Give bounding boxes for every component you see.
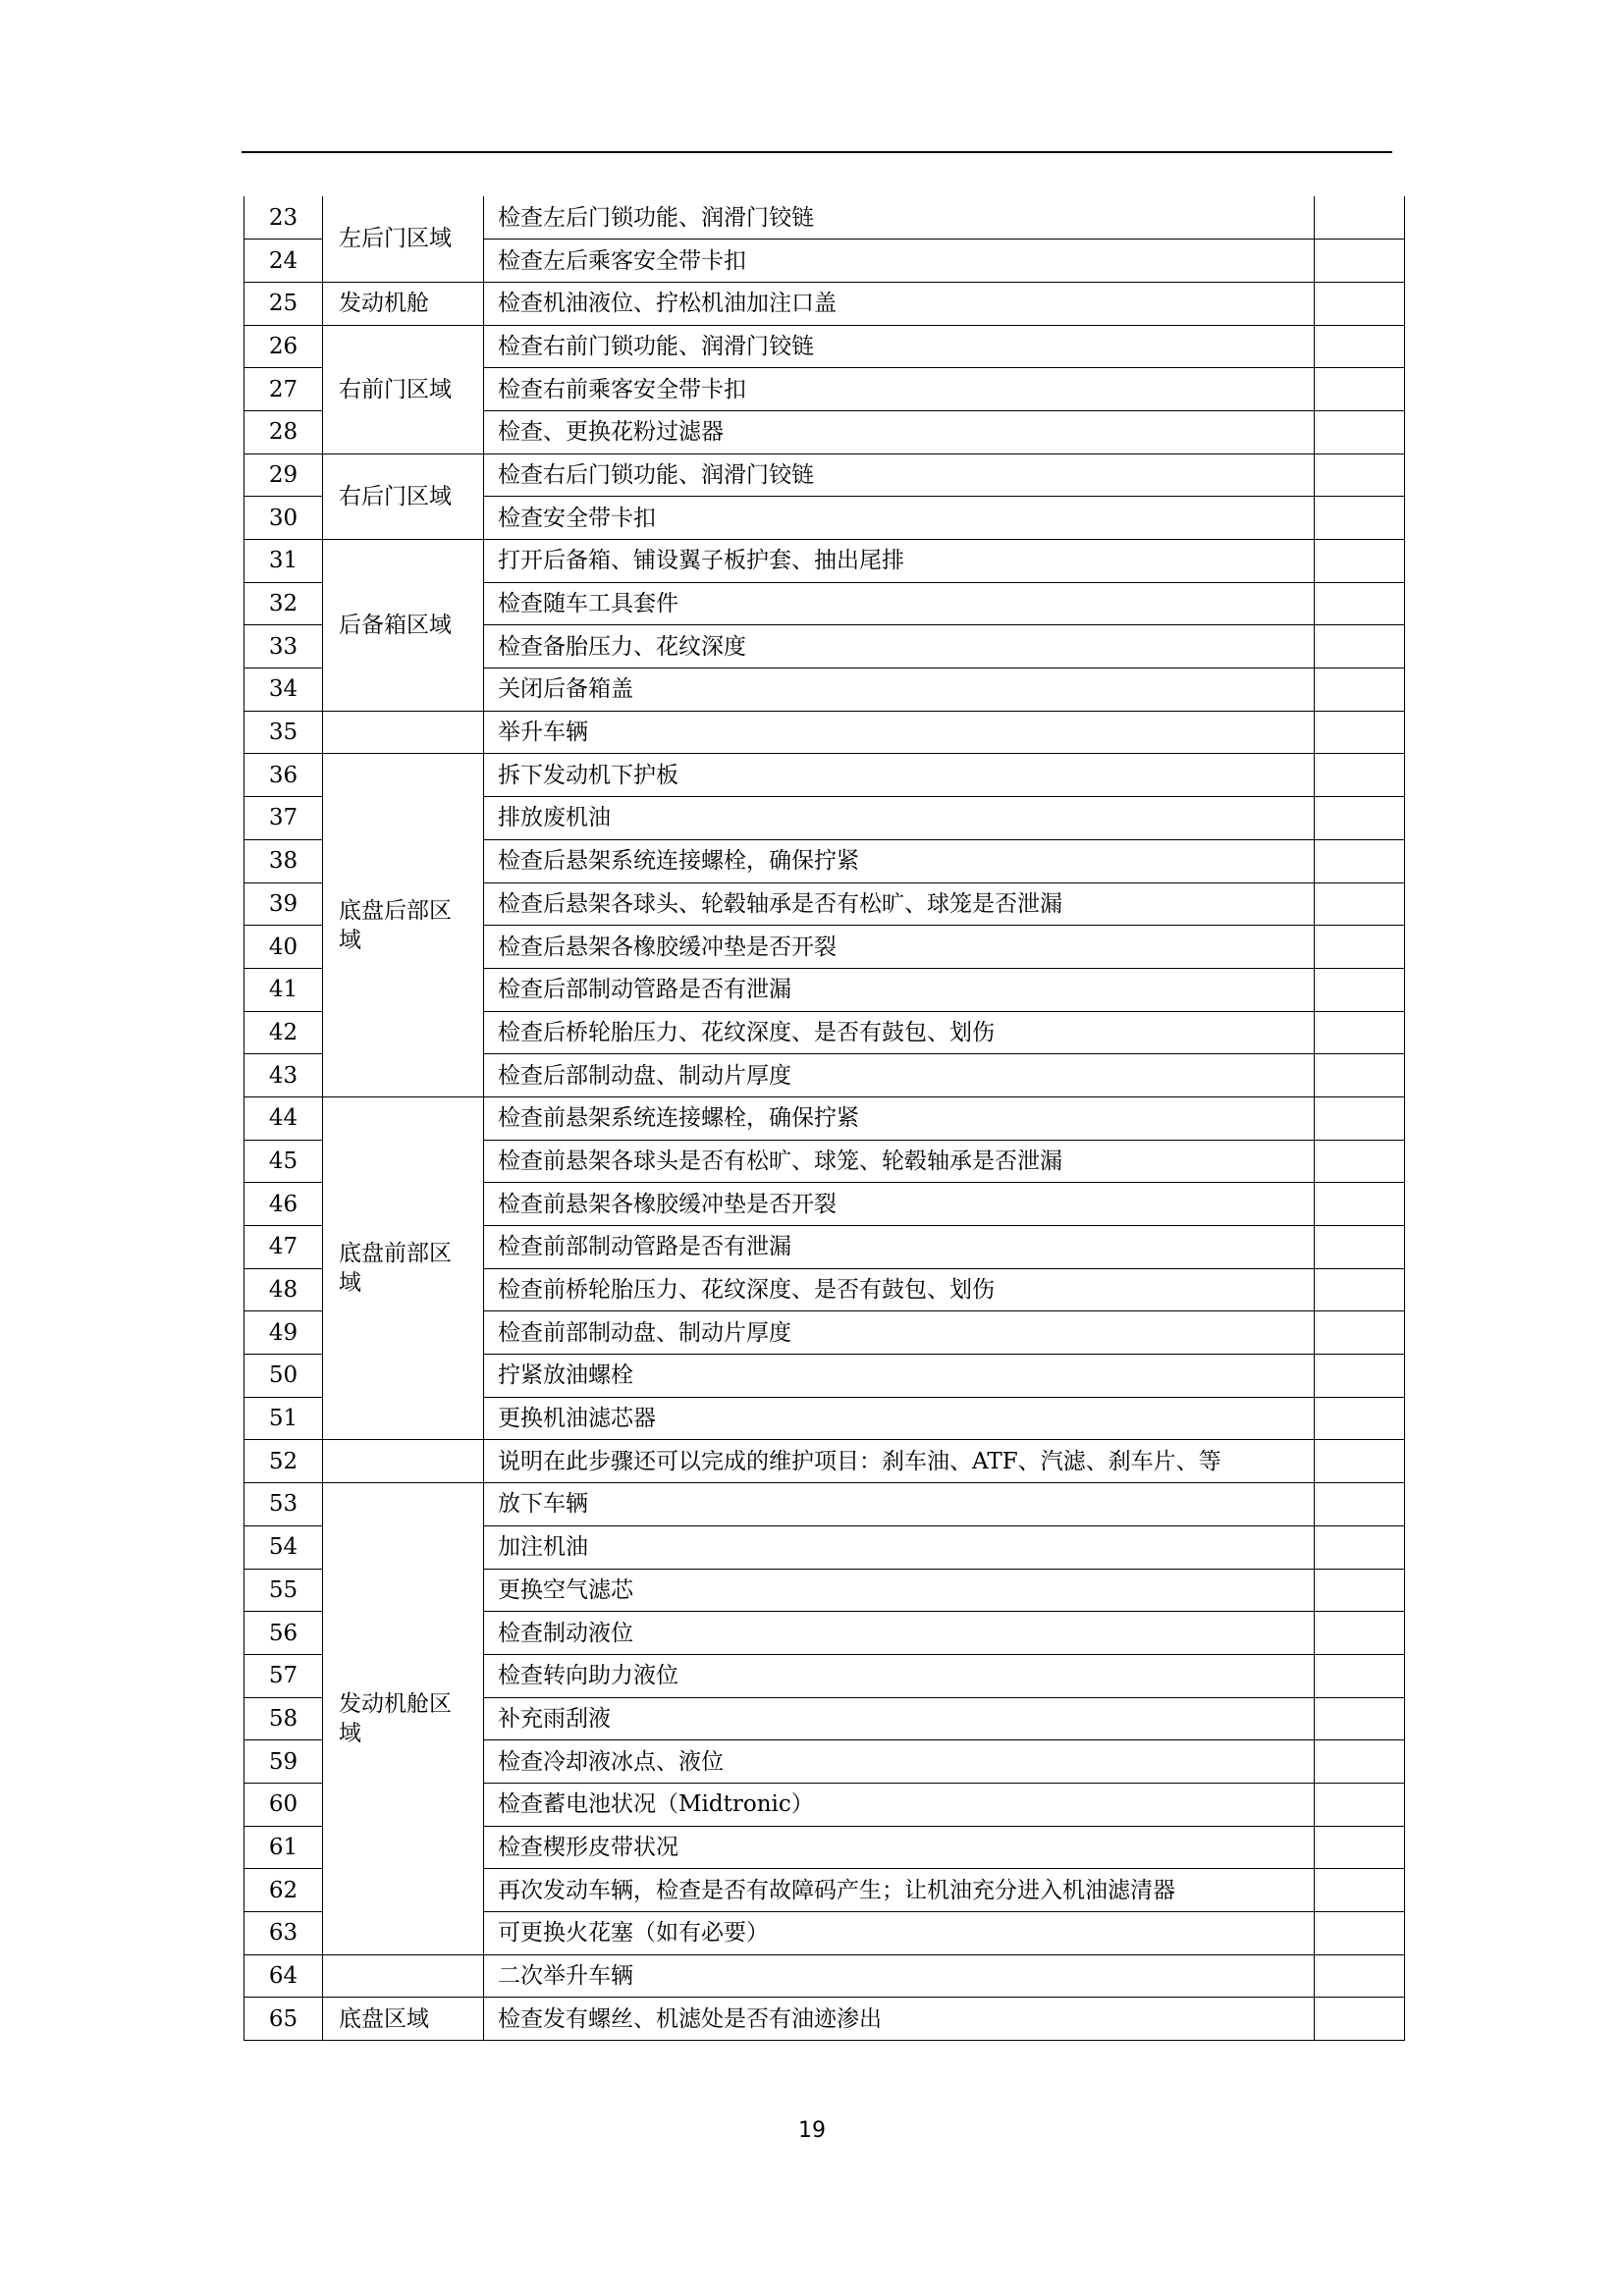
- check-cell: [1315, 1869, 1405, 1912]
- check-cell: [1315, 1525, 1405, 1569]
- task-cell: 加注机油: [484, 1525, 1315, 1569]
- row-number: 48: [244, 1268, 323, 1311]
- row-number: 46: [244, 1183, 323, 1226]
- task-cell: 检查蓄电池状况（Midtronic）: [484, 1783, 1315, 1826]
- check-cell: [1315, 1311, 1405, 1355]
- row-number: 42: [244, 1011, 323, 1054]
- task-cell: 补充雨刮液: [484, 1697, 1315, 1740]
- task-cell: 检查右前乘客安全带卡扣: [484, 368, 1315, 411]
- maintenance-checklist-table: [244, 196, 1405, 2041]
- task-cell: 排放废机油: [484, 797, 1315, 840]
- table-row: [244, 1998, 1405, 2041]
- row-number: 50: [244, 1355, 323, 1398]
- task-cell: 可更换火花塞（如有必要）: [484, 1912, 1315, 1955]
- task-cell: 关闭后备箱盖: [484, 668, 1315, 712]
- check-cell: [1315, 1654, 1405, 1697]
- row-number: 52: [244, 1440, 323, 1483]
- task-cell: 检查前悬架各橡胶缓冲垫是否开裂: [484, 1183, 1315, 1226]
- task-cell: 检查后桥轮胎压力、花纹深度、是否有鼓包、划伤: [484, 1011, 1315, 1054]
- row-number: 57: [244, 1654, 323, 1697]
- row-number: 26: [244, 325, 323, 368]
- row-number: 53: [244, 1483, 323, 1526]
- area-cell: 右后门区域: [323, 454, 484, 539]
- task-cell: 拧紧放油螺栓: [484, 1355, 1315, 1398]
- task-cell: 检查左后乘客安全带卡扣: [484, 240, 1315, 283]
- check-cell: [1315, 797, 1405, 840]
- area-cell: 后备箱区域: [323, 540, 484, 712]
- task-cell: 检查后悬架各球头、轮毂轴承是否有松旷、球笼是否泄漏: [484, 882, 1315, 926]
- task-cell: 检查前部制动管路是否有泄漏: [484, 1226, 1315, 1269]
- area-cell: 发动机舱区域: [323, 1483, 484, 1955]
- page-number: 19: [798, 2118, 826, 2143]
- check-cell: [1315, 754, 1405, 797]
- check-cell: [1315, 1740, 1405, 1784]
- row-number: 64: [244, 1954, 323, 1998]
- area-cell: [323, 1954, 484, 1998]
- check-cell: [1315, 1912, 1405, 1955]
- table-row: [244, 196, 1405, 240]
- task-cell: 更换机油滤芯器: [484, 1397, 1315, 1440]
- check-cell: [1315, 1226, 1405, 1269]
- task-cell: 检查前部制动盘、制动片厚度: [484, 1311, 1315, 1355]
- task-cell: 说明在此步骤还可以完成的维护项目：刹车油、ATF、汽滤、刹车片、等: [484, 1440, 1315, 1483]
- row-number: 40: [244, 926, 323, 969]
- task-cell: 检查后部制动管路是否有泄漏: [484, 968, 1315, 1011]
- row-number: 55: [244, 1569, 323, 1612]
- check-cell: [1315, 1183, 1405, 1226]
- row-number: 34: [244, 668, 323, 712]
- table-row: [244, 1954, 1405, 1998]
- area-cell: 右前门区域: [323, 325, 484, 454]
- check-cell: [1315, 1569, 1405, 1612]
- check-cell: [1315, 1697, 1405, 1740]
- row-number: 27: [244, 368, 323, 411]
- check-cell: [1315, 1054, 1405, 1097]
- task-cell: 检查、更换花粉过滤器: [484, 410, 1315, 454]
- row-number: 44: [244, 1096, 323, 1140]
- task-cell: 放下车辆: [484, 1483, 1315, 1526]
- task-cell: 更换空气滤芯: [484, 1569, 1315, 1612]
- check-cell: [1315, 1954, 1405, 1998]
- check-cell: [1315, 1096, 1405, 1140]
- row-number: 47: [244, 1226, 323, 1269]
- row-number: 51: [244, 1397, 323, 1440]
- table-row: [244, 754, 1405, 797]
- area-cell: 发动机舱: [323, 282, 484, 325]
- check-cell: [1315, 1140, 1405, 1183]
- row-number: 39: [244, 882, 323, 926]
- row-number: 60: [244, 1783, 323, 1826]
- table-row: [244, 454, 1405, 497]
- row-number: 23: [244, 196, 323, 240]
- row-number: 37: [244, 797, 323, 840]
- row-number: 24: [244, 240, 323, 283]
- task-cell: 拆下发动机下护板: [484, 754, 1315, 797]
- check-cell: [1315, 668, 1405, 712]
- task-cell: 检查前悬架各球头是否有松旷、球笼、轮毂轴承是否泄漏: [484, 1140, 1315, 1183]
- row-number: 65: [244, 1998, 323, 2041]
- check-cell: [1315, 1440, 1405, 1483]
- area-cell: 底盘区域: [323, 1998, 484, 2041]
- check-cell: [1315, 1826, 1405, 1869]
- check-cell: [1315, 968, 1405, 1011]
- row-number: 36: [244, 754, 323, 797]
- task-cell: 检查发有螺丝、机滤处是否有油迹渗出: [484, 1998, 1315, 2041]
- task-cell: 检查右后门锁功能、润滑门铰链: [484, 454, 1315, 497]
- row-number: 56: [244, 1612, 323, 1655]
- row-number: 41: [244, 968, 323, 1011]
- row-number: 28: [244, 410, 323, 454]
- check-cell: [1315, 497, 1405, 540]
- task-cell: 检查前桥轮胎压力、花纹深度、是否有鼓包、划伤: [484, 1268, 1315, 1311]
- check-cell: [1315, 1483, 1405, 1526]
- row-number: 49: [244, 1311, 323, 1355]
- row-number: 45: [244, 1140, 323, 1183]
- task-cell: 检查转向助力液位: [484, 1654, 1315, 1697]
- row-number: 29: [244, 454, 323, 497]
- check-cell: [1315, 1612, 1405, 1655]
- table-row: [244, 1096, 1405, 1140]
- row-number: 54: [244, 1525, 323, 1569]
- table-row: [244, 1440, 1405, 1483]
- row-number: 35: [244, 711, 323, 754]
- row-number: 62: [244, 1869, 323, 1912]
- task-cell: 检查后悬架系统连接螺栓，确保拧紧: [484, 839, 1315, 882]
- task-cell: 检查左后门锁功能、润滑门铰链: [484, 196, 1315, 240]
- row-number: 59: [244, 1740, 323, 1784]
- check-cell: [1315, 240, 1405, 283]
- task-cell: 打开后备箱、铺设翼子板护套、抽出尾排: [484, 540, 1315, 583]
- area-cell: 底盘前部区域: [323, 1096, 484, 1440]
- check-cell: [1315, 926, 1405, 969]
- row-number: 31: [244, 540, 323, 583]
- check-cell: [1315, 410, 1405, 454]
- check-cell: [1315, 540, 1405, 583]
- table-row: [244, 711, 1405, 754]
- check-cell: [1315, 282, 1405, 325]
- check-cell: [1315, 582, 1405, 625]
- row-number: 25: [244, 282, 323, 325]
- task-cell: 检查前悬架系统连接螺栓，确保拧紧: [484, 1096, 1315, 1140]
- row-number: 43: [244, 1054, 323, 1097]
- check-cell: [1315, 625, 1405, 668]
- check-cell: [1315, 325, 1405, 368]
- task-cell: 检查安全带卡扣: [484, 497, 1315, 540]
- row-number: 58: [244, 1697, 323, 1740]
- table-row: [244, 540, 1405, 583]
- row-number: 38: [244, 839, 323, 882]
- check-cell: [1315, 196, 1405, 240]
- row-number: 33: [244, 625, 323, 668]
- check-cell: [1315, 711, 1405, 754]
- area-cell: [323, 1440, 484, 1483]
- check-cell: [1315, 1011, 1405, 1054]
- area-cell: 底盘后部区域: [323, 754, 484, 1097]
- table-row: [244, 1483, 1405, 1526]
- row-number: 30: [244, 497, 323, 540]
- task-cell: 检查冷却液冰点、液位: [484, 1740, 1315, 1784]
- header-rule: [242, 151, 1392, 153]
- row-number: 32: [244, 582, 323, 625]
- check-cell: [1315, 882, 1405, 926]
- check-cell: [1315, 1783, 1405, 1826]
- row-number: 63: [244, 1912, 323, 1955]
- task-cell: 检查右前门锁功能、润滑门铰链: [484, 325, 1315, 368]
- task-cell: 再次发动车辆，检查是否有故障码产生；让机油充分进入机油滤清器: [484, 1869, 1315, 1912]
- check-cell: [1315, 839, 1405, 882]
- task-cell: 检查制动液位: [484, 1612, 1315, 1655]
- table-row: [244, 325, 1405, 368]
- check-cell: [1315, 1998, 1405, 2041]
- task-cell: 检查机油液位、拧松机油加注口盖: [484, 282, 1315, 325]
- check-cell: [1315, 1397, 1405, 1440]
- check-cell: [1315, 1355, 1405, 1398]
- task-cell: 二次举升车辆: [484, 1954, 1315, 1998]
- table-row: [244, 282, 1405, 325]
- check-cell: [1315, 368, 1405, 411]
- row-number: 61: [244, 1826, 323, 1869]
- check-cell: [1315, 1268, 1405, 1311]
- table-body: [244, 196, 1405, 2041]
- check-cell: [1315, 454, 1405, 497]
- task-cell: 检查后部制动盘、制动片厚度: [484, 1054, 1315, 1097]
- area-cell: 左后门区域: [323, 196, 484, 282]
- task-cell: 检查随车工具套件: [484, 582, 1315, 625]
- area-cell: [323, 711, 484, 754]
- task-cell: 检查楔形皮带状况: [484, 1826, 1315, 1869]
- task-cell: 检查后悬架各橡胶缓冲垫是否开裂: [484, 926, 1315, 969]
- task-cell: 举升车辆: [484, 711, 1315, 754]
- task-cell: 检查备胎压力、花纹深度: [484, 625, 1315, 668]
